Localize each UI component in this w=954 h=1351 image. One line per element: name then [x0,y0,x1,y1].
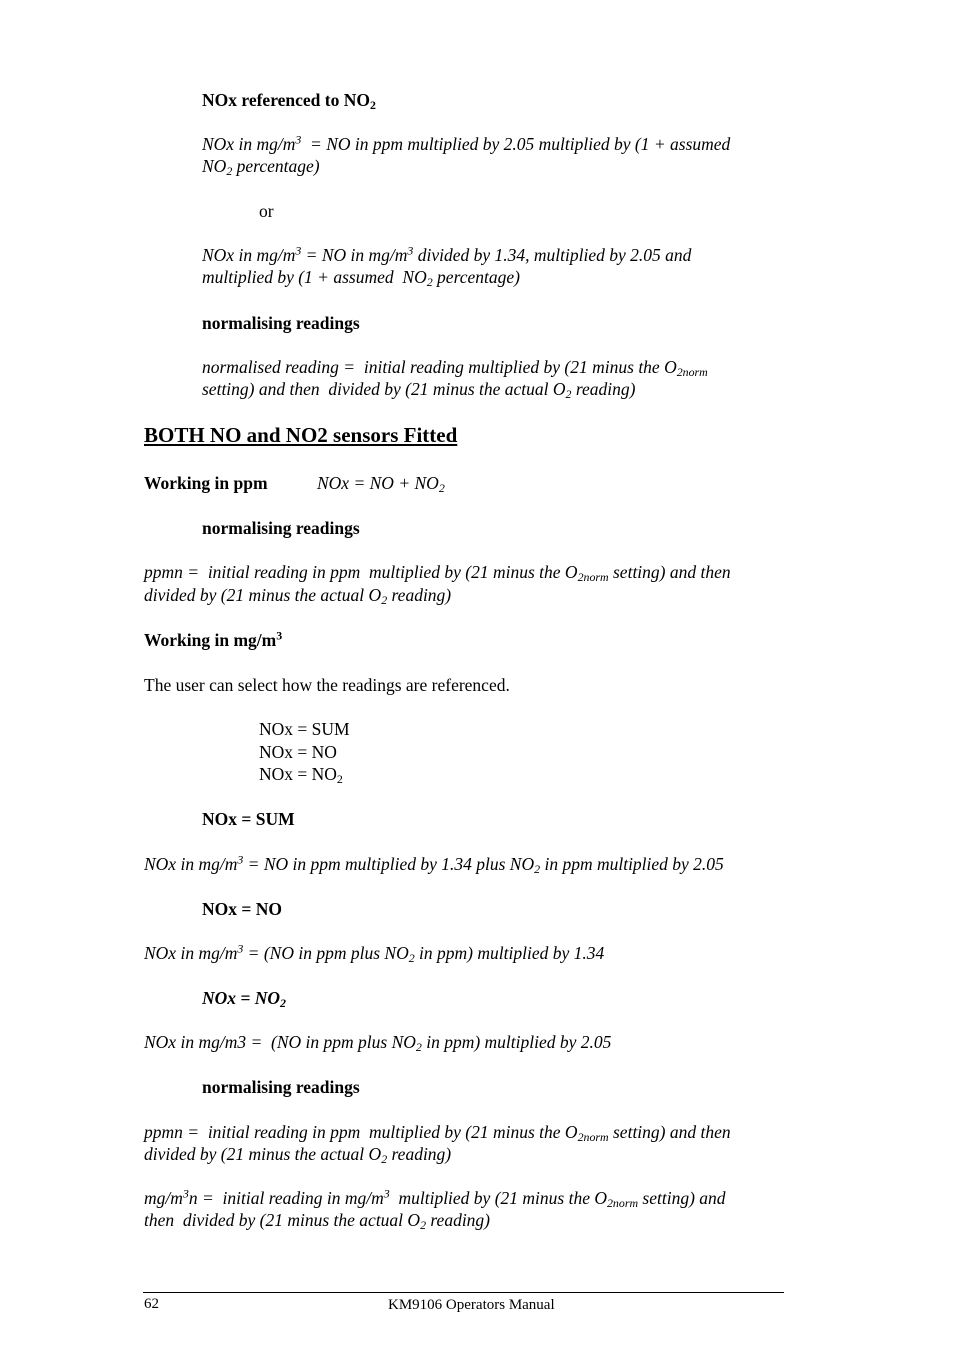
subheading-normalising: normalising readings [202,518,360,538]
formula-text: divided by (21 minus the actual O [144,585,382,605]
heading-text: NOx = NO [202,988,281,1008]
subscript: 2 [565,386,572,401]
formula-text: setting) and then [608,562,731,582]
page-number: 62 [144,1296,159,1312]
working-in-ppm-label: Working in ppm [144,473,268,493]
formula-text: multiplied by (21 minus the O [389,1188,607,1208]
formula-text: NOx = NO + NO [317,473,439,493]
or-text: or [259,201,274,221]
subscript: 2norm [577,569,609,584]
formula-text: setting) and then divided by (21 minus the actual O [202,379,566,399]
subscript: 2norm [577,1129,609,1144]
section-title: BOTH NO and NO2 sensors Fitted [144,423,458,447]
option-no2 [259,763,343,785]
formula-line [144,853,724,875]
subscript: 2 [381,592,388,607]
formula-text: in ppm) multiplied by 2.05 [421,1032,612,1052]
formula-text: = NO in ppm multiplied by 2.05 multiplied by (1 + assumed [301,134,731,154]
superscript: 3 [295,243,302,258]
subheading-nox-no: NOx = NO [202,899,282,919]
formula-text: ppmn = initial reading in ppm multiplied by (21 minus the O [144,562,578,582]
ppm-formula [317,472,445,494]
subheading-normalising: normalising readings [202,313,360,333]
subscript: 2 [336,771,343,786]
formula-line [202,244,691,266]
body-text: The user can select how the readings are referenced. [144,675,510,695]
formula-line [202,356,708,378]
formula-text: NOx in mg/m [144,854,238,874]
subscript: 2 [280,995,286,1010]
formula-text: divided by 1.34, multiplied by 2.05 and [413,245,692,265]
label-text: Working in mg/m [144,630,277,650]
formula-text: in ppm multiplied by 2.05 [540,854,724,874]
formula-text: NOx in mg/m [202,245,296,265]
formula-line [144,1121,731,1143]
superscript: 3 [237,852,244,867]
superscript: 3 [182,1186,189,1201]
superscript: 3 [295,132,302,147]
formula-text: = NO in ppm multiplied by 1.34 plus NO [243,854,535,874]
footer-title: KM9106 Operators Manual [388,1297,555,1313]
formula-line [202,378,636,400]
subscript: 2 [534,861,541,876]
option-no: NOx = NO [259,742,337,762]
formula-text: reading) [387,1144,452,1164]
formula-line [144,942,604,964]
formula-line [144,1187,726,1209]
superscript: 3 [237,941,244,956]
formula-line [144,584,451,606]
formula-text: = NO in mg/m [301,245,408,265]
formula-line [144,1031,611,1053]
formula-text: percentage) [232,156,320,176]
formula-line [202,155,320,177]
subheading-nox-sum: NOx = SUM [202,809,295,829]
formula-text: ppmn = initial reading in ppm multiplied by (21 minus the O [144,1122,578,1142]
formula-text: normalised reading = initial reading multiplied by (21 minus the O [202,357,677,377]
formula-text: n = initial reading in mg/m [188,1188,384,1208]
option-sum: NOx = SUM [259,719,350,739]
subscript: 2 [408,950,415,965]
formula-text: setting) and [638,1188,726,1208]
subscript: 2 [370,97,376,112]
subscript: 2 [420,1217,427,1232]
subscript: 2 [426,274,433,289]
formula-text: reading) [571,379,636,399]
formula-text: multiplied by (1 + assumed NO [202,267,427,287]
formula-line [144,1209,490,1231]
formula-line [202,266,520,288]
formula-text: percentage) [432,267,520,287]
formula-text: reading) [387,585,452,605]
subheading-normalising: normalising readings [202,1077,360,1097]
formula-text: NOx in mg/m [202,134,296,154]
formula-text: in ppm) multiplied by 1.34 [414,943,605,963]
working-in-mg-label [144,629,282,651]
formula-text: reading) [426,1210,491,1230]
formula-line [144,561,731,583]
subscript: 2 [415,1039,422,1054]
superscript: 3 [276,628,283,643]
formula-text: = (NO in ppm plus NO [243,943,409,963]
footer-rule [143,1292,784,1293]
superscript: 3 [407,243,414,258]
formula-text: then divided by (21 minus the actual O [144,1210,421,1230]
formula-line [202,133,730,155]
subscript: 2 [438,480,445,495]
heading-text: NOx referenced to NO [202,90,370,110]
subscript: 2norm [676,364,708,379]
option-text: NOx = NO [259,764,337,784]
subscript: 2 [226,163,233,178]
formula-text: mg/m [144,1188,183,1208]
superscript: 3 [383,1186,390,1201]
formula-line [144,1143,451,1165]
section-heading-nox-referenced [202,89,376,111]
subheading-nox-no2 [202,987,286,1009]
formula-text: NOx in mg/m3 = (NO in ppm plus NO [144,1032,416,1052]
subscript: 2 [381,1151,388,1166]
formula-text: divided by (21 minus the actual O [144,1144,382,1164]
formula-text: NOx in mg/m [144,943,238,963]
subscript: 2norm [606,1195,639,1210]
formula-text: NO [202,156,227,176]
formula-text: setting) and then [608,1122,731,1142]
